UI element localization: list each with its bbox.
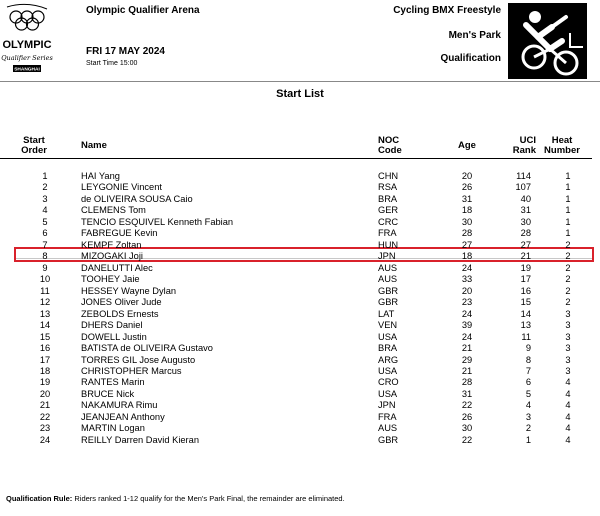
start-order: 21 (39, 400, 51, 411)
uci-rank: 40 (520, 193, 531, 204)
column-header-start-line2: Order (21, 145, 47, 156)
heat-number: 4 (565, 411, 571, 422)
rider-name: RANTES Marin (81, 377, 145, 388)
age: 22 (461, 400, 473, 411)
age: 33 (461, 274, 473, 285)
noc-code: CRC (378, 216, 399, 227)
rider-name: de OLIVEIRA SOUSA Caio (81, 193, 193, 204)
uci-rank: 2 (525, 423, 531, 434)
start-order: 20 (39, 388, 51, 399)
uci-rank: 14 (520, 308, 531, 319)
table-row (0, 217, 600, 228)
column-header-uci-rank (496, 136, 536, 156)
table-row (0, 297, 600, 308)
age: 30 (461, 216, 473, 227)
age: 21 (461, 365, 473, 376)
age: 29 (461, 354, 473, 365)
start-order: 2 (42, 182, 48, 193)
column-header-heat-number (540, 136, 584, 156)
noc-code: AUS (378, 262, 398, 273)
age: 21 (461, 343, 473, 354)
noc-code: AUS (378, 423, 398, 434)
uci-rank: 28 (520, 228, 531, 239)
start-order: 10 (39, 274, 51, 285)
heat-number: 2 (565, 274, 571, 285)
noc-code: JPN (378, 251, 396, 262)
uci-rank: 27 (520, 239, 531, 250)
uci-rank: 19 (520, 262, 531, 273)
rider-name: TORRES GIL Jose Augusto (81, 354, 196, 365)
rider-name: DANELUTTI Alec (81, 262, 153, 273)
start-order: 23 (39, 423, 51, 434)
qualification-rule-text: Riders ranked 1-12 qualify for the Men's Park Final, the remainder are eliminated. (74, 494, 345, 503)
start-order: 4 (42, 205, 48, 216)
age: 24 (461, 308, 473, 319)
heat-number: 3 (565, 331, 571, 342)
age: 22 (461, 434, 473, 445)
venue-title: Olympic Qualifier Arena (86, 5, 200, 16)
start-order: 19 (39, 377, 51, 388)
heat-number: 1 (565, 228, 571, 239)
age: 28 (461, 228, 473, 239)
start-order: 24 (39, 434, 51, 445)
logo-script: Qualifier Series (1, 54, 53, 62)
uci-rank: 8 (525, 354, 531, 365)
noc-code: GER (378, 205, 399, 216)
uci-rank: 107 (515, 182, 531, 193)
rider-name: HAI Yang (81, 171, 120, 181)
rider-name: TENCIO ESQUIVEL Kenneth Fabian (81, 216, 234, 227)
rider-name: CLEMENS Tom (81, 205, 146, 216)
column-header-age: Age (458, 140, 476, 151)
rider-name: DOWELL Justin (81, 331, 147, 342)
logo-word: OLYMPIC (2, 39, 52, 51)
table-row (0, 228, 600, 239)
start-order: 9 (42, 262, 48, 273)
uci-rank: 21 (520, 251, 531, 262)
heat-number: 3 (565, 320, 571, 331)
start-order: 22 (39, 411, 51, 422)
noc-code: BRA (378, 193, 398, 204)
uci-rank: 3 (525, 411, 531, 422)
noc-code: GBR (378, 434, 399, 445)
heat-number: 4 (565, 388, 571, 399)
start-order: 14 (39, 320, 51, 331)
uci-rank: 31 (520, 205, 531, 216)
noc-code: LAT (378, 308, 395, 319)
uci-rank: 11 (521, 331, 531, 342)
noc-code: AUS (378, 274, 398, 285)
table-row (0, 194, 600, 205)
rider-name: MIZOGAKI Joji (81, 251, 143, 262)
start-order: 13 (39, 308, 51, 319)
column-header-noc-line1: NOC (378, 135, 400, 146)
heat-number: 3 (565, 308, 571, 319)
heat-number: 2 (565, 285, 571, 296)
start-order: 3 (42, 193, 48, 204)
start-order: 8 (42, 251, 48, 262)
age: 39 (461, 320, 473, 331)
column-header-uci-line1: UCI (519, 135, 536, 146)
age: 18 (461, 251, 473, 262)
rider-name: JONES Oliver Jude (81, 297, 162, 308)
noc-code: CHN (378, 171, 399, 181)
heat-number: 2 (565, 297, 571, 308)
rider-name: KEMPF Zoltan (81, 239, 142, 250)
rider-name: BATISTA de OLIVEIRA Gustavo (81, 343, 213, 354)
age: 23 (461, 297, 473, 308)
column-header-name: Name (81, 140, 107, 151)
start-order: 11 (40, 285, 50, 296)
table-row (0, 366, 600, 377)
uci-rank: 16 (520, 285, 531, 296)
qualification-rule-label: Qualification Rule: (6, 494, 73, 503)
column-header-start-order (14, 136, 54, 156)
uci-rank: 1 (525, 434, 531, 445)
age: 18 (461, 205, 473, 216)
start-order: 6 (42, 228, 48, 239)
heat-number: 1 (565, 193, 571, 204)
table-row (0, 423, 600, 434)
table-row (0, 377, 600, 388)
start-order: 15 (39, 331, 51, 342)
rider-name: HESSEY Wayne Dylan (81, 285, 177, 296)
heat-number: 4 (565, 400, 571, 411)
noc-code: GBR (378, 297, 399, 308)
table-row (0, 182, 600, 193)
rider-name: TOOHEY Jaie (81, 274, 140, 285)
noc-code: FRA (378, 411, 397, 422)
rider-name: NAKAMURA Rimu (81, 400, 158, 411)
start-order: 16 (39, 343, 51, 354)
age: 27 (461, 239, 473, 250)
heat-number: 1 (565, 205, 571, 216)
heat-number: 1 (565, 216, 571, 227)
age: 24 (461, 331, 473, 342)
age: 28 (461, 377, 473, 388)
noc-code: USA (378, 331, 398, 342)
start-time: Start Time 15:00 (86, 60, 138, 67)
rider-name: JEANJEAN Anthony (81, 411, 165, 422)
column-header-start-line1: Start (23, 135, 45, 146)
column-header-noc-code (378, 136, 402, 156)
age: 31 (461, 388, 473, 399)
table-row (0, 274, 600, 285)
table-row (0, 412, 600, 423)
rider-name: MARTIN Logan (81, 423, 145, 434)
heat-number: 3 (565, 365, 571, 376)
table-row (0, 435, 600, 446)
start-list-table (0, 171, 600, 446)
rider-name: CHRISTOPHER Marcus (81, 365, 182, 376)
age: 24 (461, 262, 473, 273)
event-name: Men's Park (448, 30, 501, 41)
phase-name: Qualification (440, 53, 501, 64)
age: 20 (461, 171, 473, 181)
heat-number: 2 (565, 262, 571, 273)
rider-name: FABREGUE Kevin (81, 228, 158, 239)
heat-number: 3 (565, 354, 571, 365)
table-row (0, 355, 600, 366)
age: 31 (461, 193, 473, 204)
rider-name: BRUCE Nick (81, 388, 135, 399)
heat-number: 1 (565, 171, 571, 181)
uci-rank: 17 (520, 274, 531, 285)
heat-number: 3 (565, 343, 571, 354)
table-row (0, 309, 600, 320)
noc-code: HUN (378, 239, 399, 250)
noc-code: USA (378, 365, 398, 376)
uci-rank: 4 (525, 400, 531, 411)
noc-code: GBR (378, 285, 399, 296)
table-row (0, 171, 600, 182)
rider-name: ZEBOLDS Ernests (81, 308, 159, 319)
bmx-freestyle-pictogram (508, 3, 587, 79)
noc-code: VEN (378, 320, 398, 331)
heat-number: 4 (565, 434, 571, 445)
uci-rank: 114 (516, 171, 531, 181)
table-row (0, 263, 600, 274)
sport-name: Cycling BMX Freestyle (393, 5, 501, 16)
age: 26 (461, 411, 473, 422)
noc-code: JPN (378, 400, 396, 411)
qualification-rule (6, 494, 345, 503)
table-row (0, 332, 600, 343)
age: 26 (461, 182, 473, 193)
event-date: FRI 17 MAY 2024 (86, 46, 165, 57)
heat-number: 2 (565, 239, 571, 250)
start-order: 1 (42, 171, 48, 181)
rider-name: LEYGONIE Vincent (81, 182, 162, 193)
header-divider (0, 81, 600, 82)
uci-rank: 15 (520, 297, 531, 308)
uci-rank: 13 (520, 320, 531, 331)
olympic-qualifier-series-logo (1, 3, 53, 77)
table-row (0, 205, 600, 216)
logo-city: SHANGHAI (14, 67, 40, 73)
uci-rank: 30 (520, 216, 531, 227)
uci-rank: 7 (525, 365, 531, 376)
age: 30 (461, 423, 473, 434)
uci-rank: 6 (525, 377, 531, 388)
age: 20 (461, 285, 473, 296)
table-row (0, 389, 600, 400)
heat-number: 1 (565, 182, 571, 193)
heat-number: 4 (565, 423, 571, 434)
heat-number: 2 (565, 251, 571, 262)
column-header-heat-line2: Number (544, 145, 580, 156)
start-order: 17 (39, 354, 51, 365)
table-row (0, 400, 600, 411)
noc-code: BRA (378, 343, 398, 354)
uci-rank: 5 (525, 388, 531, 399)
uci-rank: 9 (525, 343, 531, 354)
rider-name: DHERS Daniel (81, 320, 143, 331)
noc-code: ARG (378, 354, 399, 365)
document-title: Start List (276, 88, 324, 100)
noc-code: USA (378, 388, 398, 399)
table-row (0, 286, 600, 297)
column-header-noc-line2: Code (378, 145, 402, 156)
column-header-heat-line1: Heat (551, 135, 573, 146)
noc-code: FRA (378, 228, 397, 239)
table-row (0, 240, 600, 251)
start-order: 18 (39, 365, 51, 376)
table-row (0, 251, 600, 262)
start-order: 5 (42, 216, 48, 227)
table-header-divider (0, 158, 592, 159)
table-row (0, 320, 600, 331)
rider-name: REILLY Darren David Kieran (81, 434, 199, 445)
heat-number: 4 (565, 377, 571, 388)
start-order: 12 (39, 297, 51, 308)
table-row (0, 343, 600, 354)
noc-code: RSA (378, 182, 398, 193)
start-order: 7 (42, 239, 48, 250)
noc-code: CRO (378, 377, 399, 388)
column-header-uci-line2: Rank (512, 145, 536, 156)
